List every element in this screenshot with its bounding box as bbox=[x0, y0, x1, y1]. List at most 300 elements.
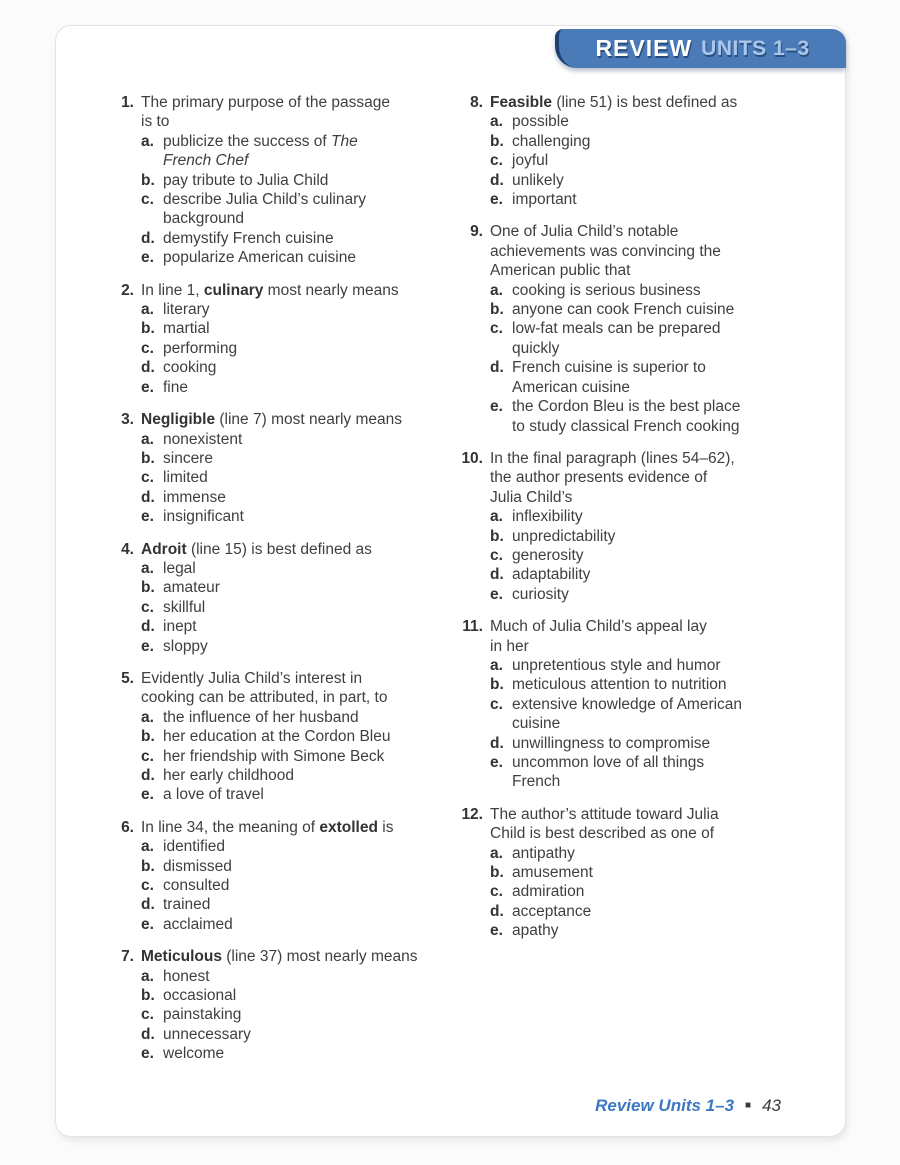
answer-option bbox=[490, 507, 831, 526]
text-segment: background bbox=[163, 210, 245, 228]
text-segment: painstaking bbox=[163, 1006, 242, 1024]
option-letter: b. bbox=[490, 676, 504, 694]
option-letter: d. bbox=[490, 566, 504, 584]
option-text bbox=[512, 527, 831, 546]
text-segment: Child is best described as one of bbox=[490, 825, 715, 843]
option-text bbox=[163, 468, 459, 487]
text-segment: Feasible bbox=[490, 94, 553, 111]
option-letter: d. bbox=[141, 896, 155, 914]
answer-option bbox=[490, 675, 831, 694]
answer-option bbox=[141, 915, 459, 934]
text-segment: trained bbox=[163, 896, 211, 914]
option-letter: e. bbox=[490, 754, 503, 771]
page-card bbox=[55, 25, 846, 1137]
option-letter: b. bbox=[141, 728, 155, 746]
text-segment: the author presents evidence of bbox=[490, 469, 708, 487]
option-letter: b. bbox=[490, 527, 504, 545]
footer-separator-square-icon: ■ bbox=[745, 1100, 752, 1111]
option-text bbox=[512, 753, 831, 792]
option-letter: a. bbox=[490, 844, 503, 862]
text-segment: pay tribute to Julia Child bbox=[163, 171, 329, 189]
answer-option bbox=[141, 637, 459, 656]
text-segment: important bbox=[512, 191, 577, 209]
answer-option bbox=[141, 967, 459, 986]
option-letter: b. bbox=[490, 301, 504, 319]
answer-option bbox=[490, 695, 831, 734]
answer-option bbox=[490, 546, 831, 565]
option-letter: c. bbox=[490, 152, 503, 170]
option-letter: e. bbox=[490, 398, 503, 416]
answer-option bbox=[490, 753, 831, 792]
answer-option bbox=[141, 1005, 459, 1024]
text-segment: One of Julia Child’s notable bbox=[490, 223, 679, 241]
answer-option bbox=[490, 281, 831, 300]
option-text bbox=[512, 921, 831, 940]
option-letter: e. bbox=[141, 637, 154, 655]
option-text bbox=[163, 895, 459, 914]
text-segment: unnecessary bbox=[163, 1025, 251, 1043]
text-segment: publicize the success of bbox=[163, 132, 332, 150]
answer-option bbox=[141, 1044, 459, 1063]
option-letter: d. bbox=[490, 171, 504, 189]
text-segment: French cuisine is superior to bbox=[512, 359, 706, 377]
option-letter: b. bbox=[141, 579, 155, 597]
option-letter: d. bbox=[141, 229, 155, 247]
text-segment: uncommon love of all things bbox=[512, 754, 705, 771]
option-letter: e. bbox=[141, 508, 154, 526]
text-segment: welcome bbox=[163, 1045, 225, 1063]
text-segment: demystify French cuisine bbox=[163, 229, 334, 247]
answer-option bbox=[141, 837, 459, 856]
option-text bbox=[163, 319, 459, 338]
footer-review-title: Review Units 1–3 bbox=[595, 1096, 735, 1115]
answer-option bbox=[490, 734, 831, 753]
text-segment: inflexibility bbox=[512, 508, 583, 526]
option-text bbox=[163, 747, 459, 766]
text-segment: admiration bbox=[512, 883, 585, 901]
option-text bbox=[512, 319, 831, 358]
answer-option bbox=[490, 397, 831, 436]
text-segment: Evidently Julia Child’s interest in bbox=[141, 669, 363, 687]
option-letter: a. bbox=[141, 132, 154, 150]
text-segment: a love of travel bbox=[163, 786, 264, 804]
option-letter: d. bbox=[490, 902, 504, 920]
option-letter: a. bbox=[490, 281, 503, 299]
question-stem bbox=[490, 93, 831, 112]
answer-option bbox=[141, 598, 459, 617]
option-letter: b. bbox=[141, 449, 155, 467]
option-text bbox=[512, 281, 831, 300]
answer-option bbox=[490, 527, 831, 546]
option-letter: e. bbox=[141, 378, 154, 396]
question-body bbox=[490, 805, 831, 941]
option-text bbox=[163, 507, 459, 526]
option-letter: e. bbox=[141, 249, 154, 267]
option-text bbox=[512, 565, 831, 584]
text-segment: insignificant bbox=[163, 508, 244, 526]
option-text bbox=[512, 882, 831, 901]
option-text bbox=[163, 785, 459, 804]
option-letter: c. bbox=[141, 877, 154, 895]
option-text bbox=[512, 112, 831, 131]
option-text bbox=[163, 1005, 459, 1024]
option-text bbox=[512, 507, 831, 526]
question-body bbox=[141, 947, 459, 1063]
answer-option bbox=[141, 358, 459, 377]
text-segment: identified bbox=[163, 838, 226, 856]
question-number: 6. bbox=[121, 818, 134, 836]
option-text bbox=[163, 967, 459, 986]
answer-option bbox=[141, 430, 459, 449]
question bbox=[459, 805, 831, 941]
option-letter: c. bbox=[141, 747, 154, 765]
text-segment: extensive knowledge of American bbox=[512, 695, 743, 713]
option-text bbox=[163, 837, 459, 856]
question bbox=[109, 410, 459, 526]
option-letter: e. bbox=[141, 915, 154, 933]
answer-option bbox=[141, 617, 459, 636]
option-letter: b. bbox=[141, 857, 155, 875]
option-letter: e. bbox=[490, 585, 503, 603]
question-stem bbox=[141, 281, 459, 300]
question bbox=[109, 947, 459, 1063]
answer-option bbox=[490, 882, 831, 901]
question-body bbox=[141, 281, 459, 397]
option-letter: d. bbox=[141, 618, 155, 636]
option-letter: d. bbox=[141, 359, 155, 377]
question bbox=[459, 617, 831, 792]
question-body bbox=[141, 93, 459, 268]
question-body bbox=[490, 222, 831, 435]
option-text bbox=[512, 734, 831, 753]
option-text bbox=[163, 598, 459, 617]
question-number: 5. bbox=[121, 669, 134, 687]
answer-option bbox=[141, 319, 459, 338]
question-stem bbox=[141, 93, 459, 132]
text-segment: cuisine bbox=[512, 715, 561, 733]
answer-option bbox=[141, 449, 459, 468]
text-segment: describe Julia Child’s culinary bbox=[163, 191, 367, 209]
questions-right-column bbox=[459, 93, 831, 1077]
answer-option bbox=[141, 876, 459, 895]
question-number: 1. bbox=[121, 94, 134, 111]
option-letter: a. bbox=[141, 838, 154, 856]
text-segment: skillful bbox=[163, 598, 206, 616]
text-segment: occasional bbox=[163, 987, 237, 1005]
answer-option bbox=[141, 727, 459, 746]
option-text bbox=[163, 300, 459, 319]
option-text bbox=[163, 430, 459, 449]
option-letter: d. bbox=[490, 359, 504, 377]
text-segment: apathy bbox=[512, 922, 559, 940]
answer-option bbox=[141, 1025, 459, 1044]
text-segment: achievements was convincing the bbox=[490, 242, 721, 260]
option-letter: b. bbox=[141, 987, 155, 1005]
option-text bbox=[512, 585, 831, 604]
text-segment: The bbox=[331, 132, 358, 150]
answer-option bbox=[141, 171, 459, 190]
option-text bbox=[163, 578, 459, 597]
text-segment: possible bbox=[512, 113, 569, 131]
text-segment: nonexistent bbox=[163, 430, 243, 448]
question-number: 3. bbox=[121, 411, 134, 429]
option-text bbox=[163, 708, 459, 727]
option-letter: d. bbox=[141, 767, 155, 784]
answer-option bbox=[490, 171, 831, 190]
option-text bbox=[163, 986, 459, 1005]
text-segment: in her bbox=[490, 637, 529, 655]
answer-option bbox=[141, 857, 459, 876]
option-letter: b. bbox=[141, 320, 155, 338]
question-number: 9. bbox=[470, 223, 483, 241]
question-number: 11. bbox=[462, 618, 483, 636]
option-text bbox=[163, 378, 459, 397]
answer-option bbox=[141, 986, 459, 1005]
option-letter: c. bbox=[141, 469, 154, 487]
text-segment: her friendship with Simone Beck bbox=[163, 747, 385, 765]
question-body bbox=[141, 818, 459, 934]
text-segment: French Chef bbox=[163, 152, 249, 170]
answer-option bbox=[141, 132, 459, 171]
option-letter: b. bbox=[490, 132, 504, 150]
question-stem bbox=[490, 805, 831, 844]
text-segment: fine bbox=[163, 378, 188, 396]
answer-option bbox=[141, 190, 459, 229]
option-text bbox=[512, 397, 831, 436]
text-segment: her education at the Cordon Bleu bbox=[163, 728, 391, 746]
text-segment: amusement bbox=[512, 864, 593, 882]
text-segment: literary bbox=[163, 301, 210, 319]
answer-option bbox=[490, 902, 831, 921]
text-segment: cooking can be attributed, in part, to bbox=[141, 689, 388, 707]
option-text bbox=[512, 151, 831, 170]
text-segment: (line 37) most nearly means bbox=[221, 948, 418, 966]
option-letter: d. bbox=[490, 734, 504, 752]
text-segment: Much of Julia Child’s appeal lay bbox=[490, 618, 707, 636]
text-segment: adaptability bbox=[512, 566, 591, 584]
text-segment: American cuisine bbox=[512, 378, 631, 396]
answer-option bbox=[490, 132, 831, 151]
text-segment: dismissed bbox=[163, 857, 232, 875]
question-stem bbox=[141, 669, 459, 708]
questions-left-column bbox=[109, 93, 459, 1077]
question bbox=[459, 449, 831, 604]
option-letter: c. bbox=[141, 191, 154, 209]
text-segment: her early childhood bbox=[163, 767, 294, 784]
question-body bbox=[490, 617, 831, 792]
option-letter: b. bbox=[141, 171, 155, 189]
option-text bbox=[163, 132, 459, 171]
option-text bbox=[163, 358, 459, 377]
question-number: 10. bbox=[461, 449, 483, 467]
option-letter: c. bbox=[141, 598, 154, 616]
option-text bbox=[512, 171, 831, 190]
answer-option bbox=[490, 921, 831, 940]
text-segment: In line 1, bbox=[141, 281, 204, 299]
question-stem bbox=[141, 818, 459, 837]
option-text bbox=[512, 844, 831, 863]
option-letter: a. bbox=[141, 430, 154, 448]
badge-review-label: REVIEW bbox=[595, 35, 693, 61]
text-segment: amateur bbox=[163, 579, 220, 597]
question-stem bbox=[490, 449, 831, 507]
text-segment: unpredictability bbox=[512, 527, 616, 545]
answer-option bbox=[490, 565, 831, 584]
question-body bbox=[141, 540, 459, 656]
text-segment: Adroit bbox=[141, 540, 187, 558]
option-letter: e. bbox=[490, 191, 503, 209]
option-text bbox=[163, 876, 459, 895]
text-segment: generosity bbox=[512, 546, 584, 564]
text-segment: honest bbox=[163, 967, 210, 985]
question-body bbox=[141, 669, 459, 805]
answer-option bbox=[141, 559, 459, 578]
option-text bbox=[512, 656, 831, 675]
option-text bbox=[163, 488, 459, 507]
option-text bbox=[163, 248, 459, 267]
review-units-badge bbox=[555, 29, 846, 68]
option-text bbox=[163, 339, 459, 358]
text-segment: Negligible bbox=[141, 411, 216, 429]
option-text bbox=[163, 1044, 459, 1063]
option-text bbox=[163, 727, 459, 746]
answer-option bbox=[141, 488, 459, 507]
option-text bbox=[512, 863, 831, 882]
question-body bbox=[490, 93, 831, 209]
option-text bbox=[512, 675, 831, 694]
text-segment: to study classical French cooking bbox=[512, 417, 740, 435]
badge-units-label: UNITS 1–3 bbox=[701, 36, 810, 60]
question-stem bbox=[141, 540, 459, 559]
option-letter: d. bbox=[141, 488, 155, 506]
text-segment: Julia Child’s bbox=[490, 488, 573, 506]
option-text bbox=[512, 190, 831, 209]
answer-option bbox=[141, 747, 459, 766]
question bbox=[459, 222, 831, 435]
option-letter: a. bbox=[141, 708, 154, 726]
page-footer bbox=[595, 1096, 781, 1116]
option-letter: a. bbox=[490, 508, 503, 526]
option-letter: b. bbox=[490, 864, 504, 882]
text-segment: inept bbox=[163, 618, 197, 636]
option-text bbox=[163, 766, 459, 785]
text-segment: most nearly means bbox=[263, 281, 399, 299]
question bbox=[109, 669, 459, 805]
text-segment: curiosity bbox=[512, 585, 569, 603]
option-letter: c. bbox=[490, 695, 503, 713]
text-segment: The author’s attitude toward Julia bbox=[490, 805, 719, 823]
text-segment: limited bbox=[163, 469, 208, 487]
text-segment: martial bbox=[163, 320, 210, 338]
text-segment: unpretentious style and humor bbox=[512, 656, 721, 674]
option-text bbox=[512, 300, 831, 319]
option-text bbox=[512, 546, 831, 565]
text-segment: cooking is serious business bbox=[512, 281, 701, 299]
text-segment: sincere bbox=[163, 449, 213, 467]
answer-option bbox=[490, 151, 831, 170]
text-segment: American public that bbox=[490, 262, 631, 280]
question-number: 8. bbox=[470, 94, 483, 111]
answer-option bbox=[141, 339, 459, 358]
answer-option bbox=[141, 895, 459, 914]
text-segment: the influence of her husband bbox=[163, 708, 359, 726]
text-segment: performing bbox=[163, 339, 238, 357]
option-letter: d. bbox=[141, 1025, 155, 1043]
text-segment: immense bbox=[163, 488, 226, 506]
text-segment: low-fat meals can be prepared bbox=[512, 320, 721, 338]
answer-option bbox=[490, 656, 831, 675]
answer-option bbox=[141, 468, 459, 487]
text-segment: meticulous attention to nutrition bbox=[512, 676, 727, 694]
answer-option bbox=[141, 578, 459, 597]
option-letter: e. bbox=[141, 1045, 154, 1063]
text-segment: is to bbox=[141, 113, 170, 131]
text-segment: The primary purpose of the passage bbox=[141, 94, 390, 111]
answer-option bbox=[490, 190, 831, 209]
option-letter: a. bbox=[490, 656, 503, 674]
text-segment: joyful bbox=[512, 152, 549, 170]
text-segment: In line 34, the meaning of bbox=[141, 818, 320, 836]
option-text bbox=[163, 449, 459, 468]
option-text bbox=[163, 617, 459, 636]
answer-option bbox=[141, 708, 459, 727]
option-letter: e. bbox=[490, 922, 503, 940]
option-letter: c. bbox=[490, 883, 503, 901]
answer-option bbox=[490, 585, 831, 604]
question bbox=[459, 93, 831, 209]
text-segment: French bbox=[512, 773, 561, 791]
text-segment: In the final paragraph (lines 54–62), bbox=[490, 449, 735, 467]
answer-option bbox=[141, 766, 459, 785]
answer-option bbox=[490, 300, 831, 319]
question-stem bbox=[141, 947, 459, 966]
text-segment: extolled bbox=[319, 818, 378, 836]
question-number: 7. bbox=[121, 948, 134, 966]
option-text bbox=[163, 190, 459, 229]
text-segment: challenging bbox=[512, 132, 591, 150]
answer-option bbox=[490, 863, 831, 882]
option-text bbox=[512, 358, 831, 397]
text-segment: quickly bbox=[512, 339, 560, 357]
text-segment: unwillingness to compromise bbox=[512, 734, 711, 752]
text-segment: (line 7) most nearly means bbox=[215, 411, 403, 429]
question-number: 12. bbox=[461, 805, 483, 823]
option-text bbox=[512, 695, 831, 734]
answer-option bbox=[490, 319, 831, 358]
answer-option bbox=[141, 300, 459, 319]
question bbox=[109, 818, 459, 934]
text-segment: culinary bbox=[203, 281, 264, 299]
answer-option bbox=[141, 507, 459, 526]
option-text bbox=[163, 1025, 459, 1044]
question-stem bbox=[490, 617, 831, 656]
option-text bbox=[163, 857, 459, 876]
text-segment: consulted bbox=[163, 877, 230, 895]
answer-option bbox=[141, 229, 459, 248]
text-segment: (line 51) is best defined as bbox=[552, 94, 738, 111]
question-stem bbox=[490, 222, 831, 280]
option-text bbox=[512, 902, 831, 921]
question-number: 2. bbox=[121, 281, 134, 299]
option-letter: c. bbox=[141, 1006, 154, 1024]
question-body bbox=[490, 449, 831, 604]
option-text bbox=[163, 229, 459, 248]
text-segment: is bbox=[377, 818, 394, 836]
question bbox=[109, 281, 459, 397]
footer-page-number: 43 bbox=[762, 1096, 781, 1115]
answer-option bbox=[490, 844, 831, 863]
text-segment: Meticulous bbox=[141, 948, 222, 966]
